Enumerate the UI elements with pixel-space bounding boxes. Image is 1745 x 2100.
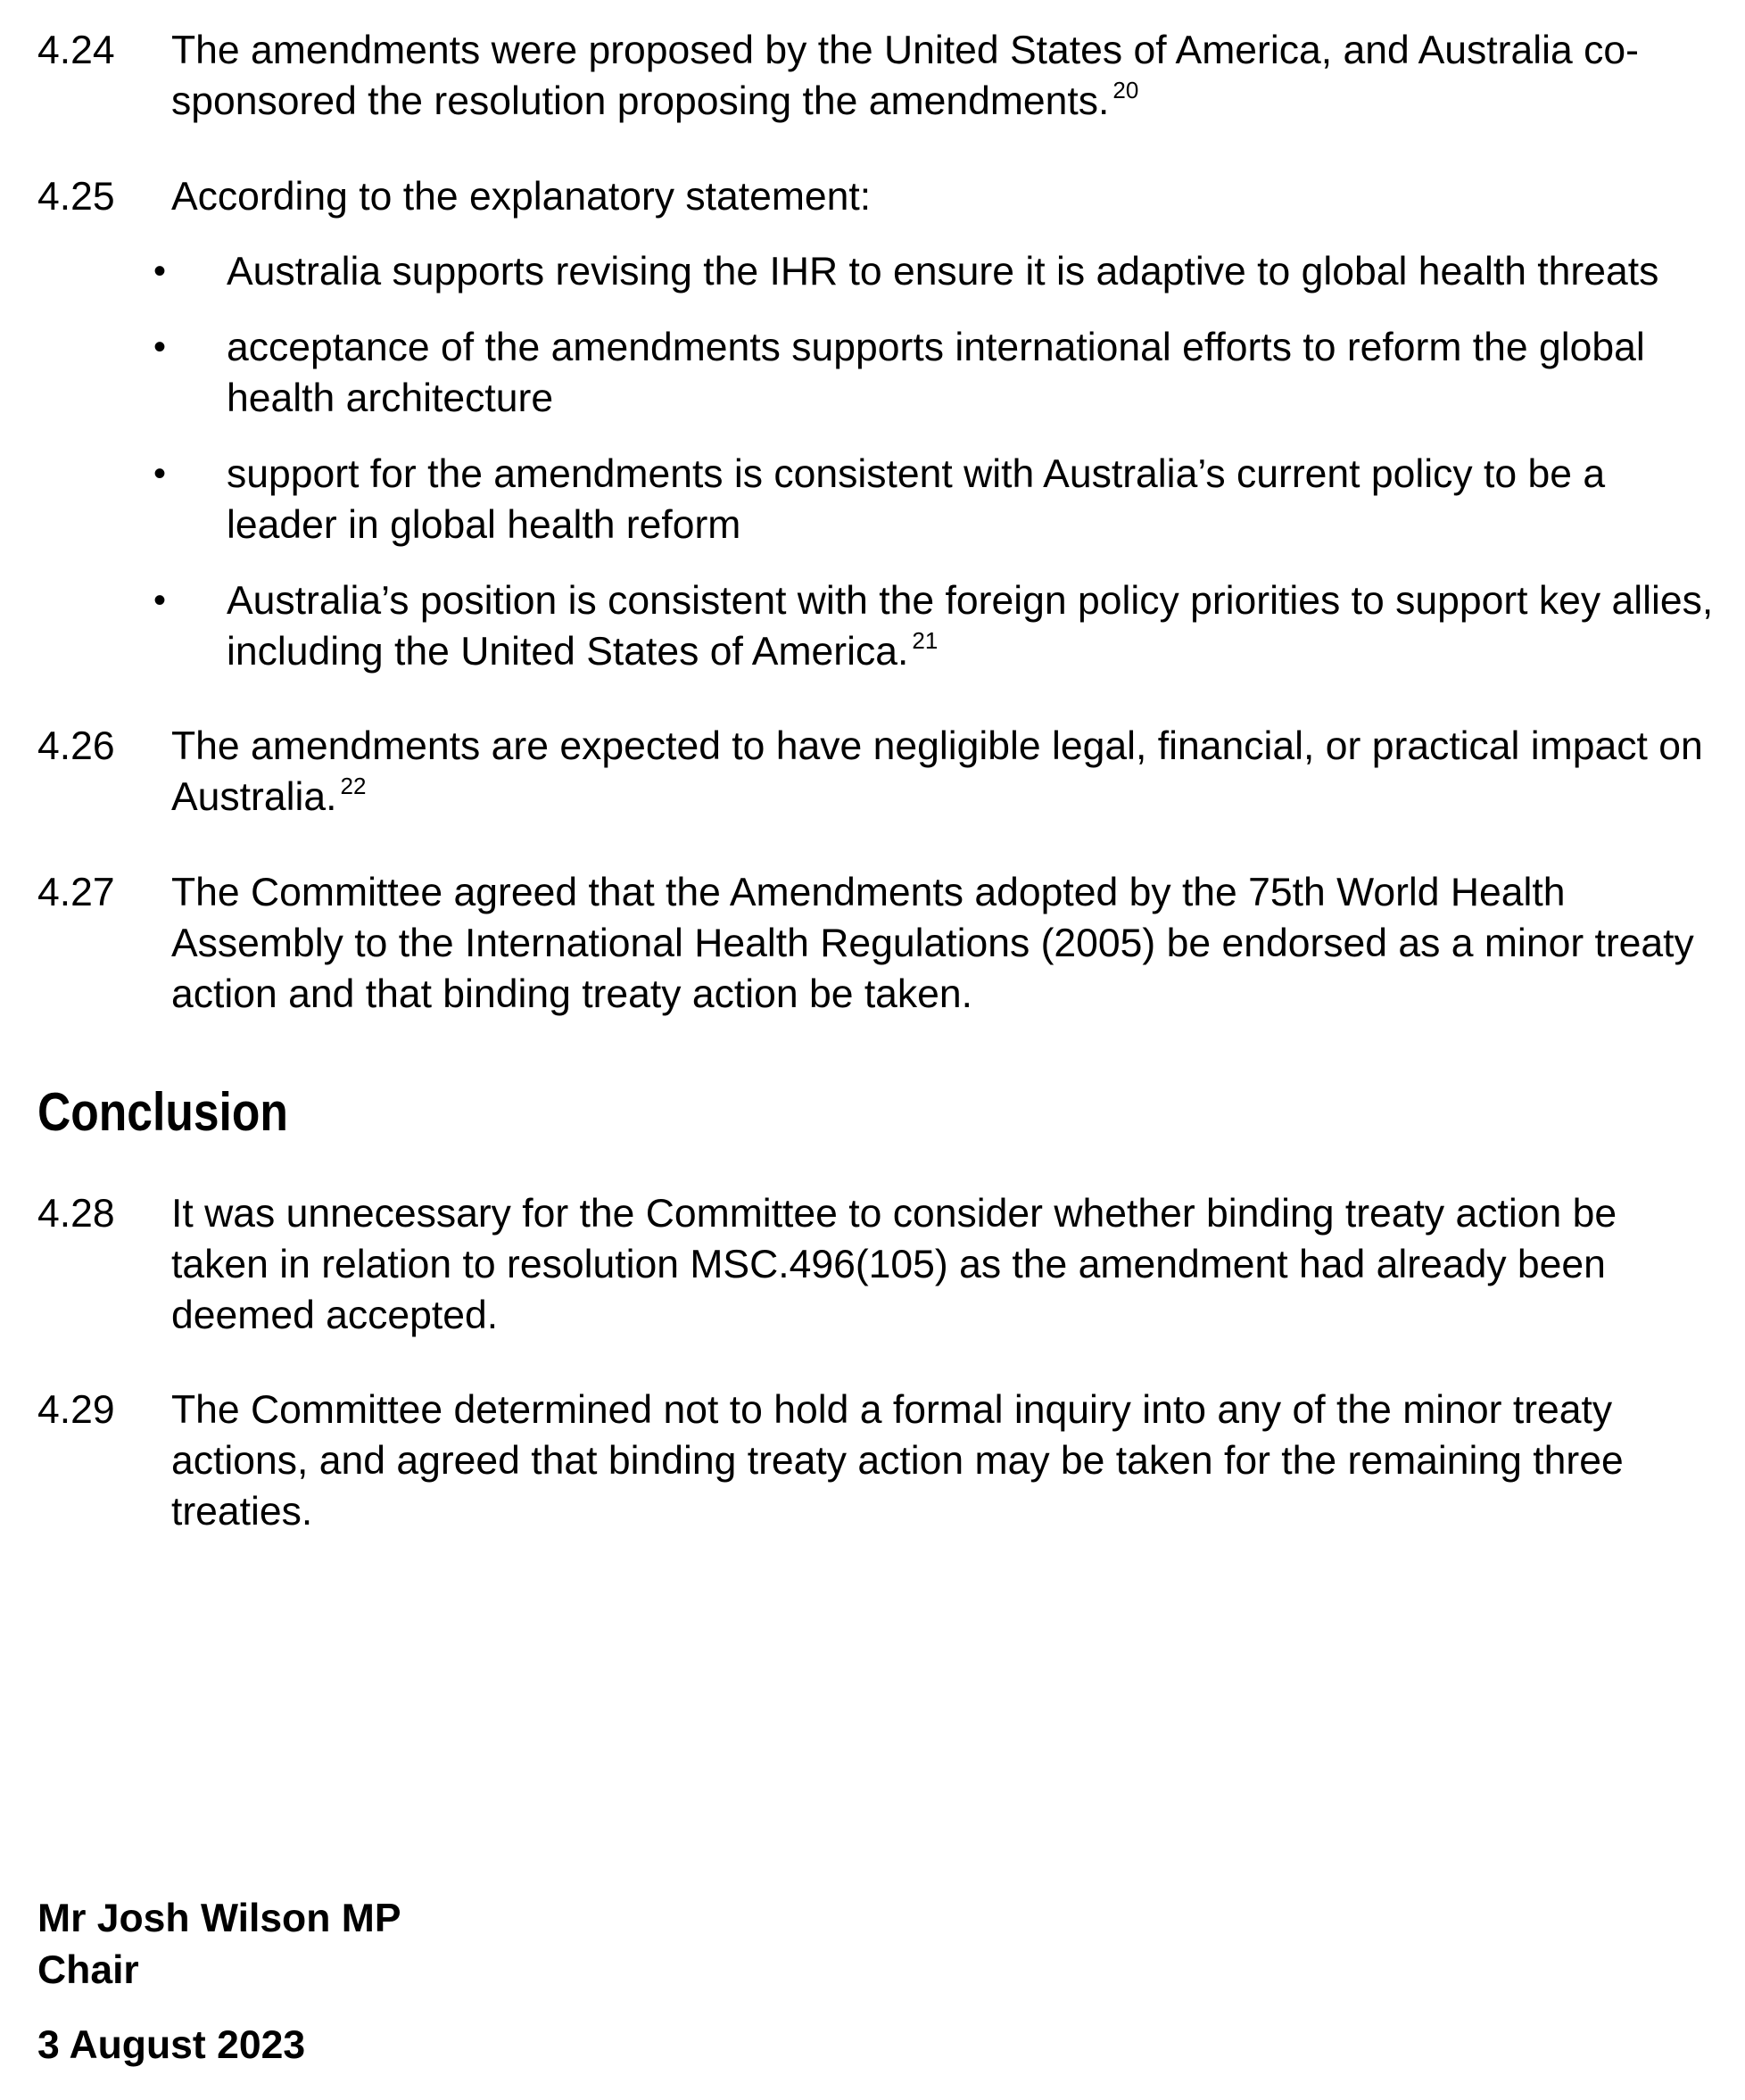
bullet-text: acceptance of the amendments supports international efforts to reform the global health architecture — [227, 326, 1645, 420]
paragraph-4-29 — [37, 1385, 1715, 1537]
paragraph-number: 4.26 — [37, 724, 115, 768]
paragraph-body: The amendments were proposed by the United States of America, and Australia co-sponsored the resolution proposing the amendments. — [171, 29, 1639, 123]
paragraph-4-28 — [37, 1188, 1715, 1341]
bullet-item — [150, 246, 1720, 297]
bullet-text: Australia supports revising the IHR to ensure it is adaptive to global health threats — [227, 250, 1659, 294]
paragraph-number: 4.25 — [37, 175, 115, 219]
paragraph-text: According to the explanatory statement: — [171, 175, 872, 219]
paragraph-body: The amendments are expected to have negligible legal, financial, or practical impact on Australia. — [171, 724, 1703, 819]
paragraph-text — [171, 25, 1715, 127]
section-heading: Conclusion — [37, 1082, 288, 1142]
bullet-icon: • — [153, 327, 167, 367]
paragraph-text — [171, 721, 1715, 823]
paragraph-4-25 — [37, 171, 1715, 222]
footnote-ref[interactable]: 21 — [912, 627, 939, 654]
bullet-icon: • — [153, 252, 167, 291]
bullet-item — [150, 322, 1720, 424]
paragraph-4-26 — [37, 721, 1715, 823]
bullet-item — [150, 449, 1720, 550]
bullet-list — [150, 246, 1720, 702]
bullet-icon: • — [153, 454, 167, 493]
paragraph-number: 4.27 — [37, 871, 115, 914]
signatory-name: Mr Josh Wilson MP — [37, 1897, 401, 1940]
bullet-item — [150, 575, 1720, 677]
signatory-title: Chair — [37, 1948, 139, 1992]
footnote-ref[interactable]: 20 — [1112, 77, 1139, 103]
paragraph-number: 4.24 — [37, 29, 115, 72]
signature-date: 3 August 2023 — [37, 2023, 306, 2067]
paragraph-text: The Committee determined not to hold a formal inquiry into any of the minor treaty actions, and agreed that binding treaty action may be taken for the remaining three treaties. — [171, 1388, 1624, 1534]
paragraph-4-24 — [37, 25, 1715, 127]
paragraph-number: 4.29 — [37, 1388, 115, 1432]
bullet-text: Australia’s position is consistent with the foreign policy priorities to support key allies, including the United States of America. — [227, 579, 1714, 674]
paragraph-text: It was unnecessary for the Committee to consider whether binding treaty action be taken in relation to resolution MSC.496(105) as the amendment had already been deemed accepted. — [171, 1192, 1617, 1337]
footnote-ref[interactable]: 22 — [340, 773, 367, 799]
paragraph-number: 4.28 — [37, 1192, 115, 1236]
paragraph-4-27 — [37, 867, 1715, 1020]
paragraph-text: The Committee agreed that the Amendments adopted by the 75th World Health Assembly to the International Health Regulations (2005) be endorsed as a minor treaty action and that binding treaty action be taken. — [171, 871, 1694, 1016]
bullet-text: support for the amendments is consistent with Australia’s current policy to be a leader in global health reform — [227, 452, 1606, 547]
bullet-icon: • — [153, 581, 167, 620]
